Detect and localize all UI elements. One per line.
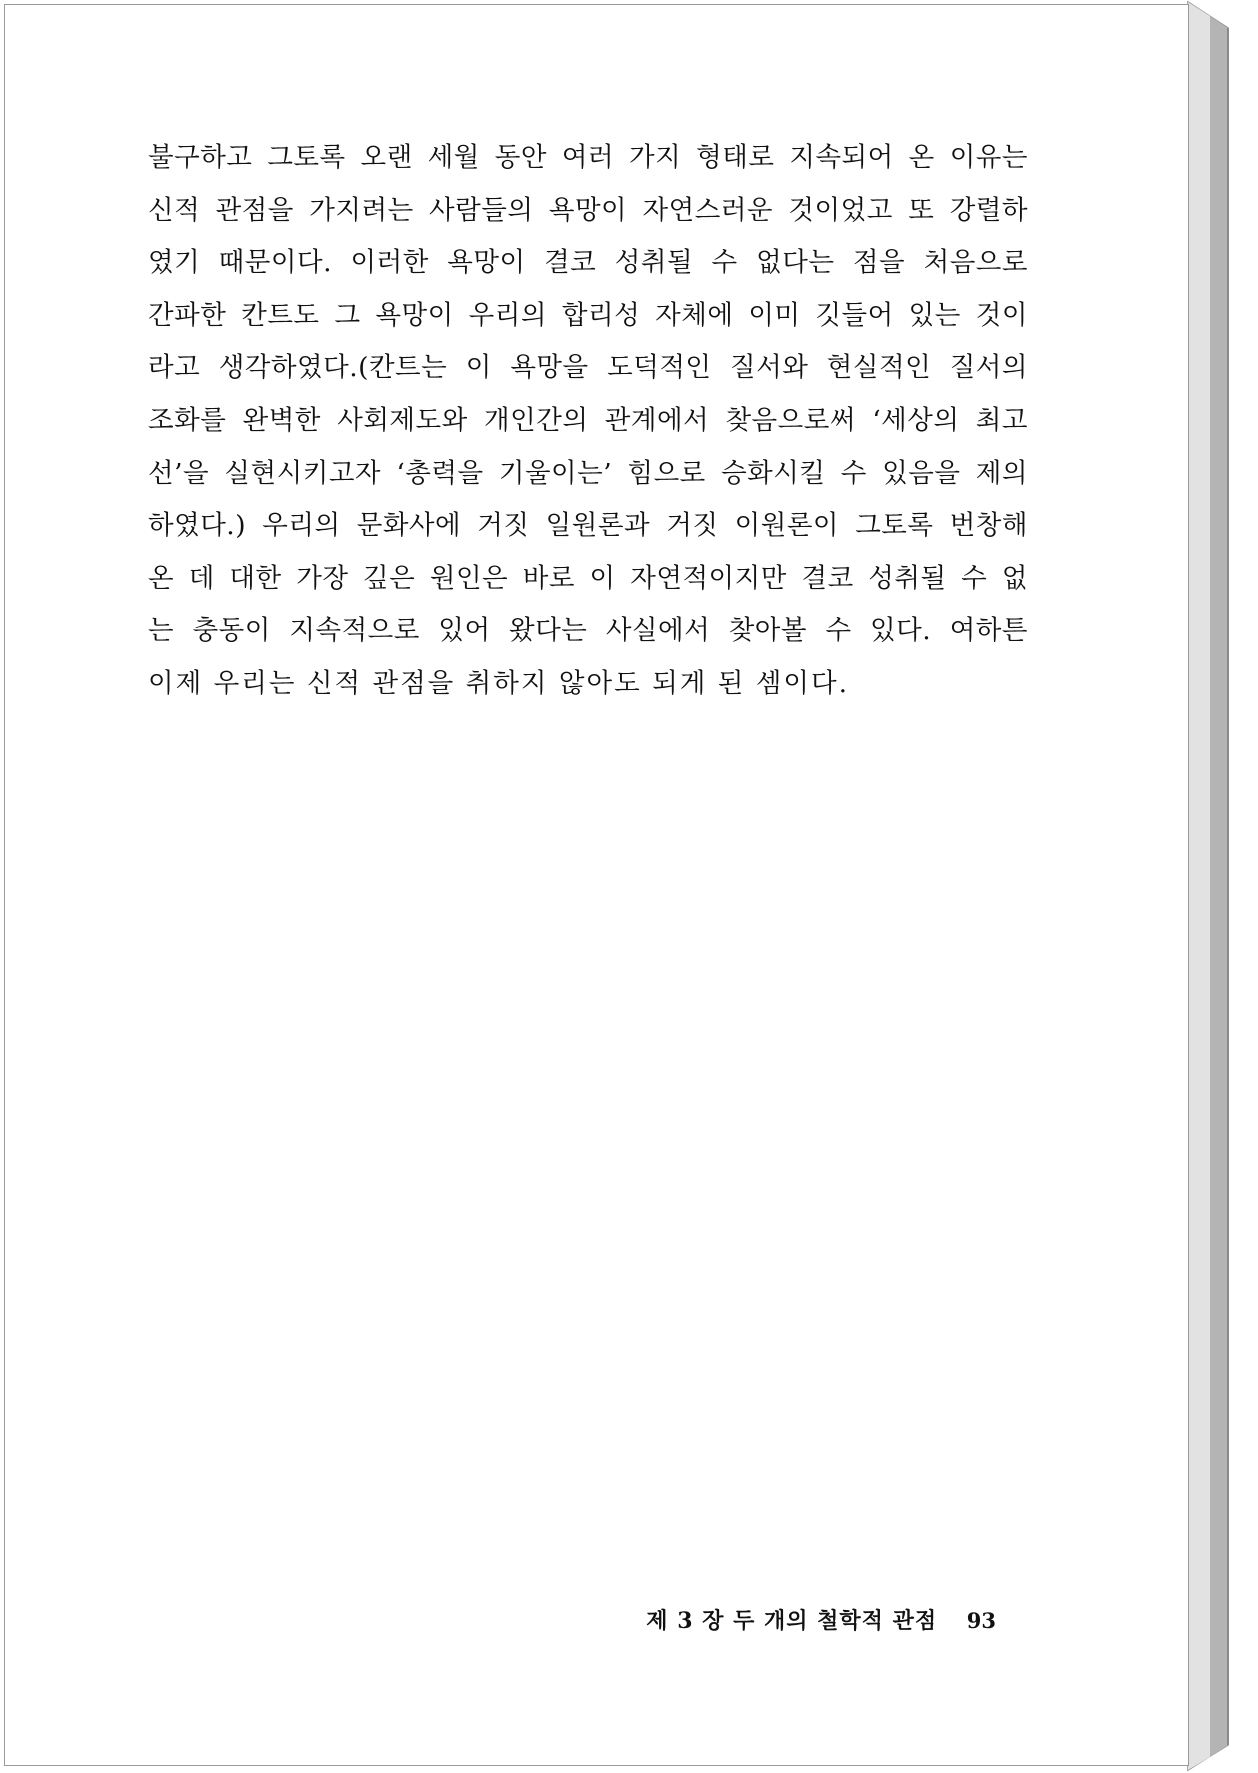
text-line-10: 는 충동이 지속적으로 있어 왔다는 사실에서 찾아볼 수 있다. 여하튼 [148,615,1028,647]
text-line-8: 하였다.) 우리의 문화사에 거짓 일원론과 거짓 이원론이 그토록 번창해 [148,510,1028,542]
page-edge-highlight [1188,2,1210,1770]
text-line-9: 온 데 대한 가장 깊은 원인은 바로 이 자연적이지만 결코 성취될 수 없 [148,562,1028,594]
text-line-7: 선’을 실현시키고자 ‘총력을 기울이는’ 힘으로 승화시킬 수 있음을 제의 [148,457,1028,489]
running-footer [646,1604,996,1635]
text-line-3: 였기 때문이다. 이러한 욕망이 결코 성취될 수 없다는 점을 처음으로 [148,247,1028,279]
text-line-5: 라고 생각하였다.(칸트는 이 욕망을 도덕적인 질서와 현실적인 질서의 [148,352,1028,384]
text-line-6: 조화를 완벽한 사회제도와 개인간의 관계에서 찾음으로써 ‘세상의 최고 [148,404,1028,436]
text-line-2: 신적 관점을 가지려는 사람들의 욕망이 자연스러운 것이었고 또 강렬하 [148,194,1028,226]
page-edge-depth [1210,16,1228,1757]
text-line-11: 이제 우리는 신적 관점을 취하지 않아도 되게 된 셈이다. [148,667,849,699]
text-line-1: 불구하고 그토록 오랜 세월 동안 여러 가지 형태로 지속되어 온 이유는 [148,142,1028,173]
text-line-4: 간파한 칸트도 그 욕망이 우리의 합리성 자체에 이미 깃들어 있는 것이 [148,299,1028,331]
page-number: 93 [966,1608,996,1633]
page-edge-shadow [1180,0,1258,1773]
body-paragraph [148,132,1028,711]
chapter-title: 제 3 장 두 개의 철학적 관점 [646,1608,938,1634]
